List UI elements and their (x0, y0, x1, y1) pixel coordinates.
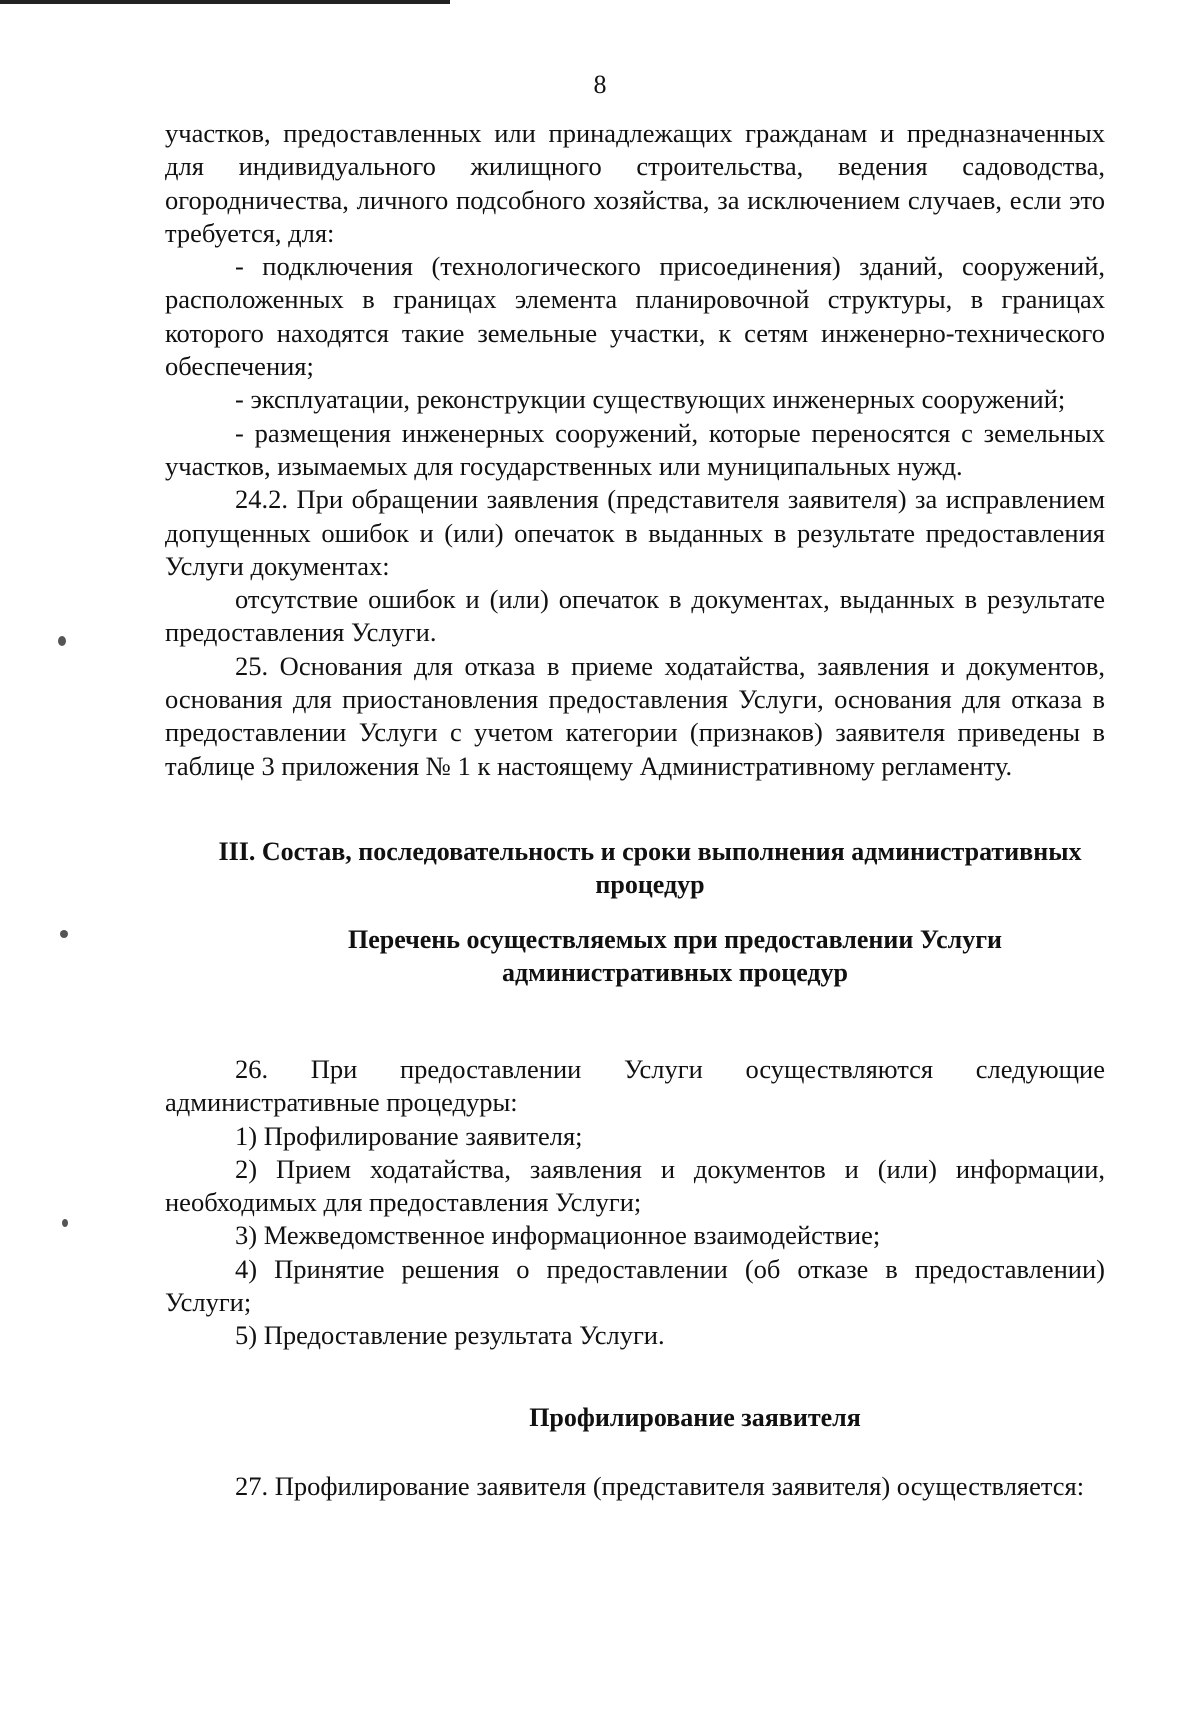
list-item-connection: - подключения (технологического присоединения) зданий, сооружений, расположенных в границах элемента планировочной структуры, в границах которого находятся такие земельные участки, к сетям инженерно-технического обеспечения; (165, 251, 1105, 382)
procedure-item-2: 2) Прием ходатайства, заявления и документов и (или) информации, необходимых для предоставления Услуги; (165, 1153, 1105, 1218)
page-number: 8 (593, 70, 607, 99)
paragraph-25: 25. Основания для отказа в приеме ходатайства, заявления и документов, основания для приостановления предоставления Услуги, основания для отказа в предоставлении Услуги с учетом категории (признаков) заявителя приведены в таблице 3 приложения № 1 к настоящему Административному регламенту. (165, 650, 1105, 781)
scan-speck (58, 636, 66, 646)
subheading-profiling: Профилирование заявителя (529, 1402, 861, 1432)
paragraph-no-errors: отсутствие ошибок и (или) опечаток в документах, выданных в результате предоставления Услуги. (165, 584, 1105, 648)
scan-edge-line (0, 0, 450, 4)
section-heading: III. Состав, последовательность и сроки выполнения административных процедур (218, 836, 1082, 899)
paragraph-27: 27. Профилирование заявителя (представителя заявителя) осуществляется: (235, 1470, 1085, 1501)
list-item-operation: - эксплуатации, реконструкции существующих инженерных сооружений; (235, 384, 1066, 415)
procedure-item-4: 4) Принятие решения о предоставлении (об отказе в предоставлении) Услуги; (165, 1253, 1105, 1318)
paragraph-land-plots: участков, предоставленных или принадлежащих гражданам и предназначенных для индивидуального жилищного строительства, ведения садоводства, огородничества, личного подсобного хозяйства, за исключением случаев, если это требуется, для: (165, 118, 1105, 248)
document-body (165, 117, 1105, 1503)
subheading-procedures-list: Перечень осуществляемых при предоставлении Услуги административных процедур (347, 924, 1003, 987)
scan-speck (60, 930, 68, 938)
procedure-item-3: 3) Межведомственное информационное взаимодействие; (235, 1220, 881, 1251)
paragraph-26: 26. При предоставлении Услуги осуществляются следующие административные процедуры: (165, 1053, 1105, 1118)
scan-speck (62, 1219, 68, 1227)
procedure-item-1: 1) Профилирование заявителя; (235, 1120, 583, 1151)
paragraph-24-2: 24.2. При обращении заявления (представителя заявителя) за исправлением допущенных ошибок и (или) опечаток в выданных в результате предоставления Услуги документах: (165, 484, 1105, 581)
list-item-placement: - размещения инженерных сооружений, которые переносятся с земельных участков, изымаемых для государственных или муниципальных нужд. (165, 417, 1105, 481)
procedure-item-5: 5) Предоставление результата Услуги. (235, 1320, 665, 1351)
